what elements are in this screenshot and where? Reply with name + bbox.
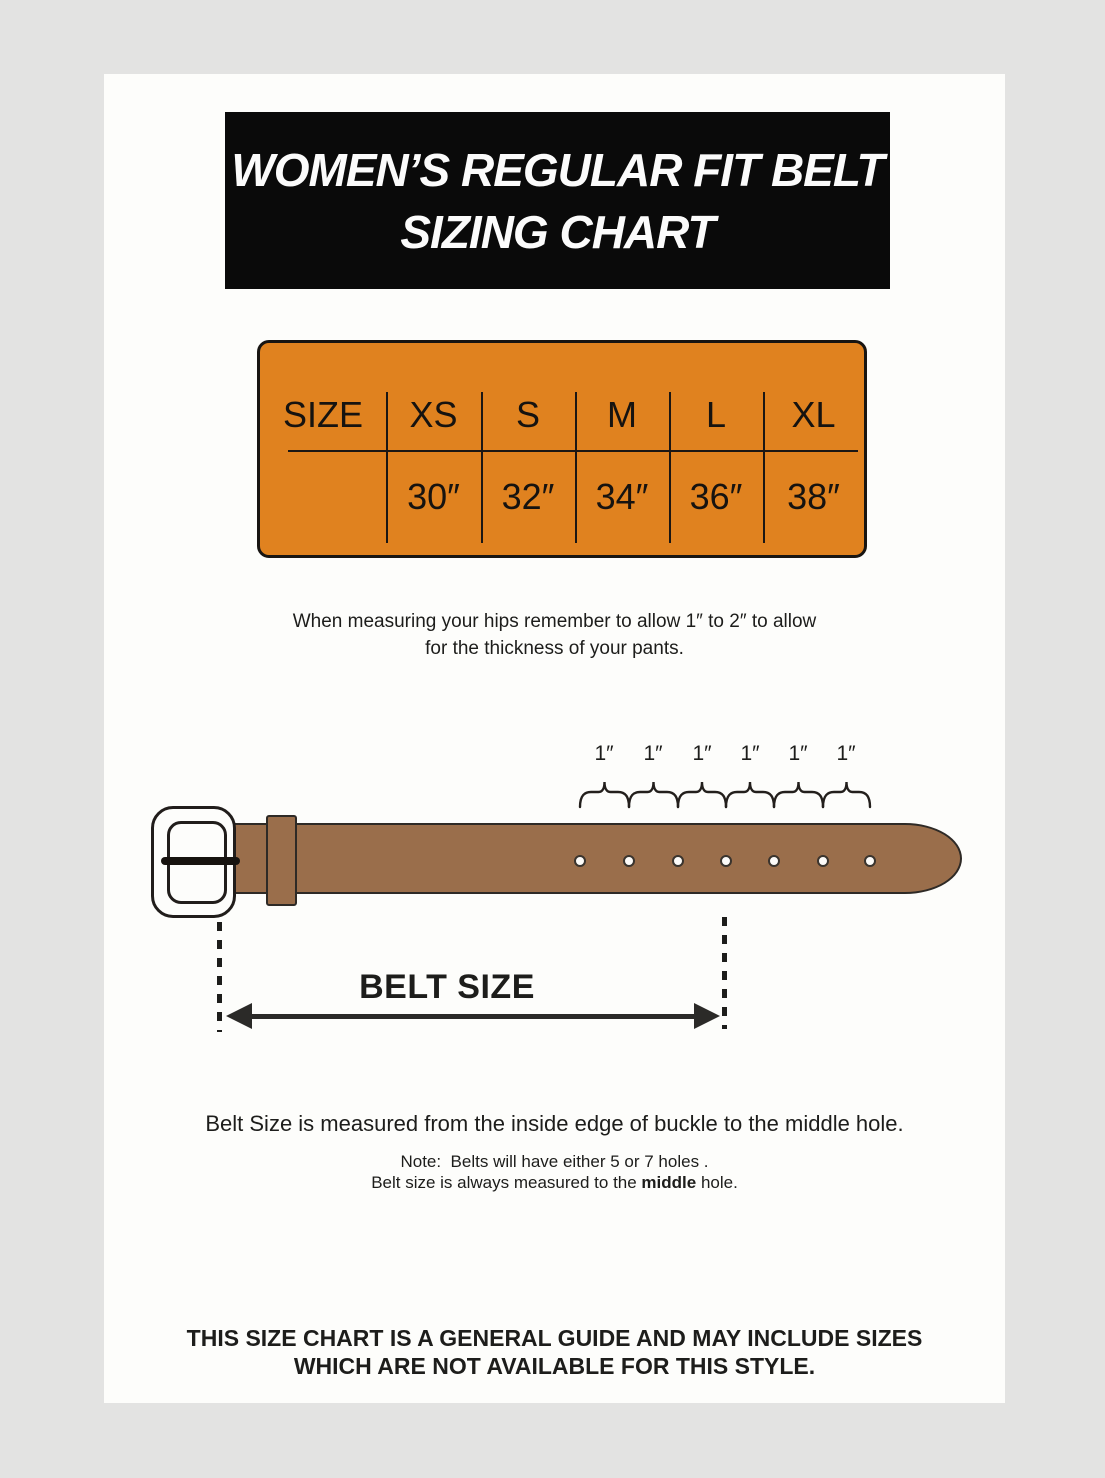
hip-measure-note-line2: for the thickness of your pants. [425,638,684,659]
inch-brace [823,782,870,807]
belt-buckle-prong [161,857,240,865]
inch-label: 1″ [788,742,808,765]
title-banner [225,112,890,289]
table-value-xl: 38″ [787,476,840,517]
table-header-m: M [607,394,637,435]
disclaimer [104,1324,1005,1380]
table-value-xs: 30″ [407,476,460,517]
inch-label: 1″ [643,742,663,765]
belt-hole [672,855,684,867]
middle-hole-note-suffix: hole. [696,1173,738,1192]
table-header-xl: XL [791,394,836,435]
belt-hole [864,855,876,867]
table-header-s: S [515,394,540,435]
belt-strap [222,823,962,894]
hip-measure-note [104,608,1005,662]
inch-brace [678,782,726,807]
belt-hole-middle [720,855,732,867]
belt-hole [623,855,635,867]
holes-note: Note: Belts will have either 5 or 7 holes . [400,1152,709,1171]
page-title-line2: SIZING CHART [400,205,715,258]
middle-hole-guide-line [722,917,727,1029]
inch-label: 1″ [594,742,614,765]
buckle-edge-guide-line [217,922,222,1032]
inch-brace [726,782,774,807]
middle-hole-note-prefix: Belt size is always measured to the [371,1173,642,1192]
table-header-rule [288,450,858,452]
middle-hole-note [104,1172,1005,1194]
belt-hole [768,855,780,867]
arrowhead-right-icon [694,1003,720,1029]
measure-caption: Belt Size is measured from the inside edge of buckle to the middle hole. [205,1111,904,1136]
belt-hole [574,855,586,867]
middle-hole-note-bold: middle [641,1173,697,1192]
inch-braces [574,777,874,809]
arrowhead-left-icon [226,1003,252,1029]
hip-measure-note-line1: When measuring your hips remember to allow 1″ to 2″ to allow [292,611,817,632]
belt-hole [817,855,829,867]
inch-brace [580,782,629,807]
belt-size-arrow [248,1014,700,1019]
size-table [257,340,867,558]
disclaimer-line1: THIS SIZE CHART IS A GENERAL GUIDE AND MAY INCLUDE SIZES [186,1325,923,1351]
disclaimer-line2: WHICH ARE NOT AVAILABLE FOR THIS STYLE. [293,1353,816,1379]
table-value-l: 36″ [689,476,743,517]
table-header-xs: XS [409,394,458,435]
table-header-row [260,392,864,438]
inch-label: 1″ [692,742,712,765]
inch-label: 1″ [740,742,760,765]
table-value-empty [260,474,386,520]
table-header-l: L [705,394,727,435]
belt-keeper-loop [266,815,297,906]
page-title-line1: WOMEN’S REGULAR FIT BELT [231,143,884,196]
table-value-s: 32″ [501,476,555,517]
table-value-m: 34″ [595,476,649,517]
table-header-size: SIZE [282,394,363,435]
inch-label: 1″ [836,742,856,765]
belt-size-label: BELT SIZE [359,968,535,1006]
inch-brace [774,782,823,807]
table-values-row [260,474,864,520]
inch-brace [629,782,678,807]
